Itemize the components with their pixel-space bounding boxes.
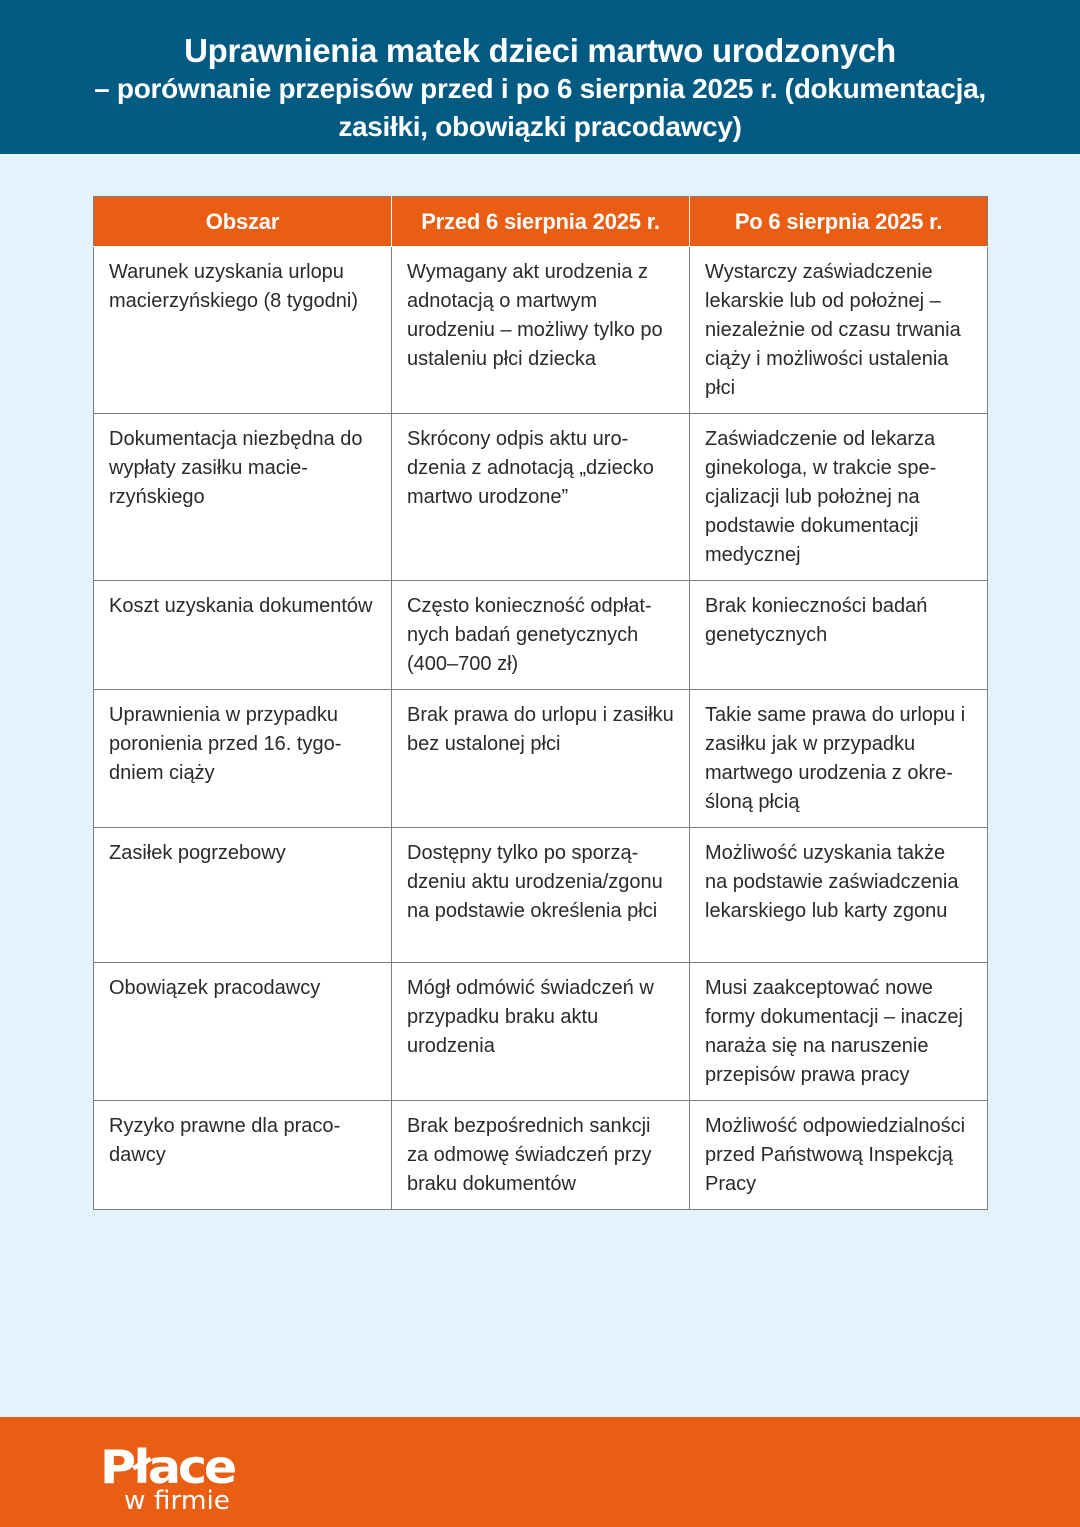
cell-area: Obowiązek pracodawcy (94, 963, 392, 1101)
table-row (94, 690, 988, 828)
cell-before: Brak prawa do urlopu i zasiłku bez ustalonej płci (392, 690, 690, 828)
page-title: Uprawnienia matek dzieci martwo urodzonych (184, 32, 896, 69)
cell-before: Brak bezpośrednich sankcji za odmowę świadczeń przy braku dokumentów (392, 1101, 690, 1210)
page-header (0, 0, 1080, 154)
cell-before: Często konieczność odpłatnych badań genetycznych (400–700 zł) (392, 581, 690, 690)
cell-before: Dostępny tylko po sporządzeniu aktu urodzenia/zgonu na podstawie określenia płci (392, 828, 690, 963)
cell-area: Koszt uzyskania dokumentów (94, 581, 392, 690)
cell-area: Uprawnienia w przypadku poronienia przed 16. tygodniem ciąży (94, 690, 392, 828)
cell-area: Ryzyko prawne dla pracodawcy (94, 1101, 392, 1210)
table-row (94, 963, 988, 1101)
table-row (94, 1101, 988, 1210)
cell-before: Wymagany akt urodzenia z adnotacją o martwym urodzeniu – możliwy tylko po ustaleniu płci dziecka (392, 247, 690, 414)
cell-area: Warunek uzyskania urlopu macierzyńskiego (8 tygodni) (94, 247, 392, 414)
logo-word-place: Płace (100, 1441, 235, 1494)
cell-after: Zaświadczenie od lekarza ginekologa, w trakcie specjalizacji lub położnej na podstawie dokumentacji medycznej (690, 414, 988, 581)
cell-area: Dokumentacja niezbędna do wypłaty zasiłku macierzyńskiego (94, 414, 392, 581)
table-row (94, 247, 988, 414)
cell-after: Wystarczy zaświadczenie lekarskie lub od położnej – niezależnie od czasu trwania ciąży i możliwości ustalenia płci (690, 247, 988, 414)
column-header-area: Obszar (94, 197, 392, 247)
page-footer (0, 1417, 1080, 1527)
cell-after: Takie same prawa do urlopu i zasiłku jak w przypadku martwego urodzenia z określoną płcią (690, 690, 988, 828)
column-header-after: Po 6 sierpnia 2025 r. (690, 197, 988, 247)
cell-after: Możliwość odpowiedzialności przed Państwową Inspekcją Pracy (690, 1101, 988, 1210)
table-row (94, 581, 988, 690)
comparison-table (93, 196, 988, 1210)
table-header-row (94, 197, 988, 247)
table-row (94, 414, 988, 581)
logo-word-w-firmie: w firmie (124, 1486, 230, 1513)
column-header-before: Przed 6 sierpnia 2025 r. (392, 197, 690, 247)
table-row (94, 828, 988, 963)
cell-after: Brak konieczności badań genetycznych (690, 581, 988, 690)
cell-after: Możliwość uzyskania także na podstawie zaświadczenia lekarskiego lub karty zgonu (690, 828, 988, 963)
cell-before: Mógł odmówić świadczeń w przypadku braku aktu urodzenia (392, 963, 690, 1101)
page-subtitle: – porównanie przepisów przed i po 6 sierpnia 2025 r. (dokumentacja, zasiłki, obowiązki pracodawcy) (94, 73, 986, 142)
cell-before: Skrócony odpis aktu urodzenia z adnotacją „dziecko martwo urodzone” (392, 414, 690, 581)
cell-area: Zasiłek pogrzebowy (94, 828, 392, 963)
cell-after: Musi zaakceptować nowe formy dokumentacji – inaczej naraża się na naruszenie przepisów prawa pracy (690, 963, 988, 1101)
place-w-firmie-logo (100, 1441, 260, 1513)
